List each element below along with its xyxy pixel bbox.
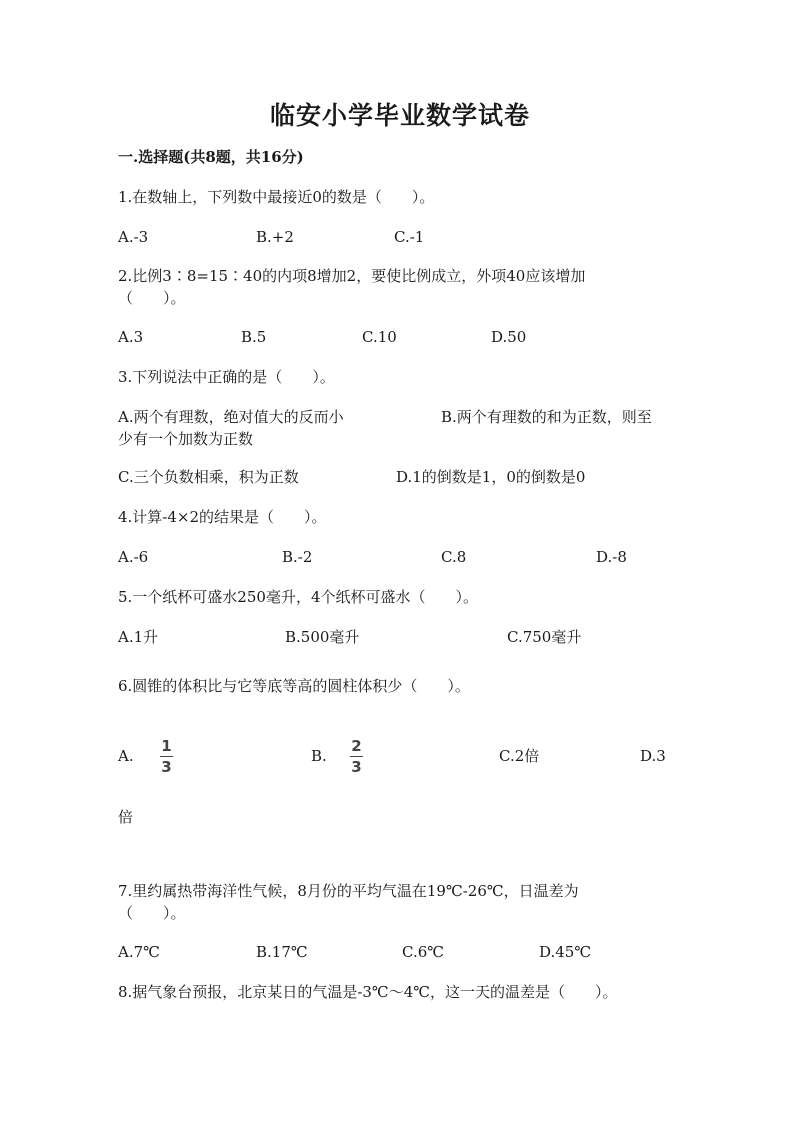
question-7-stem-line2: （ ）。: [118, 904, 186, 922]
q4-option-c: C.8: [441, 548, 467, 566]
q5-option-c: C.750毫升: [507, 628, 582, 646]
q3-option-a: A.两个有理数，绝对值大的反而小: [118, 408, 344, 426]
q7-option-b: B.17℃: [256, 943, 308, 961]
question-4-stem: 4.计算-4×2的结果是（ ）。: [118, 508, 327, 526]
question-8-stem: 8.据气象台预报，北京某日的气温是-3℃～4℃，这一天的温差是（ ）。: [118, 983, 618, 1001]
q1-option-b: B.+2: [256, 228, 294, 246]
q1-option-c: C.-1: [394, 228, 425, 246]
q3-option-d: D.1的倒数是1，0的倒数是0: [396, 468, 586, 486]
q7-option-a: A.7℃: [118, 943, 160, 961]
q3-option-b-line1: B.两个有理数的和为正数，则至: [441, 408, 652, 426]
q1-option-a: A.-3: [118, 228, 149, 246]
q6-option-a-label: A.: [118, 747, 134, 765]
question-5-stem: 5.一个纸杯可盛水250毫升，4个纸杯可盛水（ ）。: [118, 588, 478, 606]
q6-option-b-fraction: [350, 738, 363, 775]
q5-option-b: B.500毫升: [285, 628, 360, 646]
fraction-denominator: 3: [161, 758, 172, 776]
q2-option-b: B.5: [241, 328, 267, 346]
fraction-numerator: 2: [351, 737, 362, 755]
q7-option-d: D.45℃: [539, 943, 592, 961]
q6-option-d-line2: 倍: [118, 808, 134, 826]
q4-option-b: B.-2: [282, 548, 313, 566]
q6-option-c: C.2倍: [499, 747, 540, 765]
question-3-stem: 3.下列说法中正确的是（ ）。: [118, 368, 335, 386]
q2-option-c: C.10: [362, 328, 397, 346]
fraction-bar: [350, 756, 363, 757]
q2-option-d: D.50: [491, 328, 527, 346]
q7-option-c: C.6℃: [402, 943, 445, 961]
question-7-stem-line1: 7.里约属热带海洋性气候，8月份的平均气温在19℃-26℃，日温差为: [118, 882, 579, 900]
question-2-stem-line1: 2.比例3∶8=15∶40的内项8增加2，要使比例成立，外项40应该增加: [118, 267, 586, 285]
q6-option-d-line1: D.3: [640, 747, 666, 765]
page-title: 临安小学毕业数学试卷: [269, 101, 530, 130]
q5-option-a: A.1升: [118, 628, 159, 646]
fraction-bar: [160, 756, 173, 757]
question-6-stem: 6.圆锥的体积比与它等底等高的圆柱体积少（ ）。: [118, 677, 470, 695]
q3-option-c: C.三个负数相乘，积为正数: [118, 468, 299, 486]
question-1-stem: 1.在数轴上，下列数中最接近0的数是（ ）。: [118, 188, 435, 206]
q4-option-d: D.-8: [596, 548, 627, 566]
question-2-stem-line2: （ ）。: [118, 289, 186, 307]
q6-option-a-fraction: [160, 738, 173, 775]
q4-option-a: A.-6: [118, 548, 149, 566]
q3-option-b-line2: 少有一个加数为正数: [118, 430, 254, 448]
fraction-denominator: 3: [351, 758, 362, 776]
fraction-numerator: 1: [161, 737, 172, 755]
section-title: 一.选择题(共8题，共16分): [118, 148, 304, 166]
q6-option-b-label: B.: [311, 747, 327, 765]
q2-option-a: A.3: [118, 328, 144, 346]
